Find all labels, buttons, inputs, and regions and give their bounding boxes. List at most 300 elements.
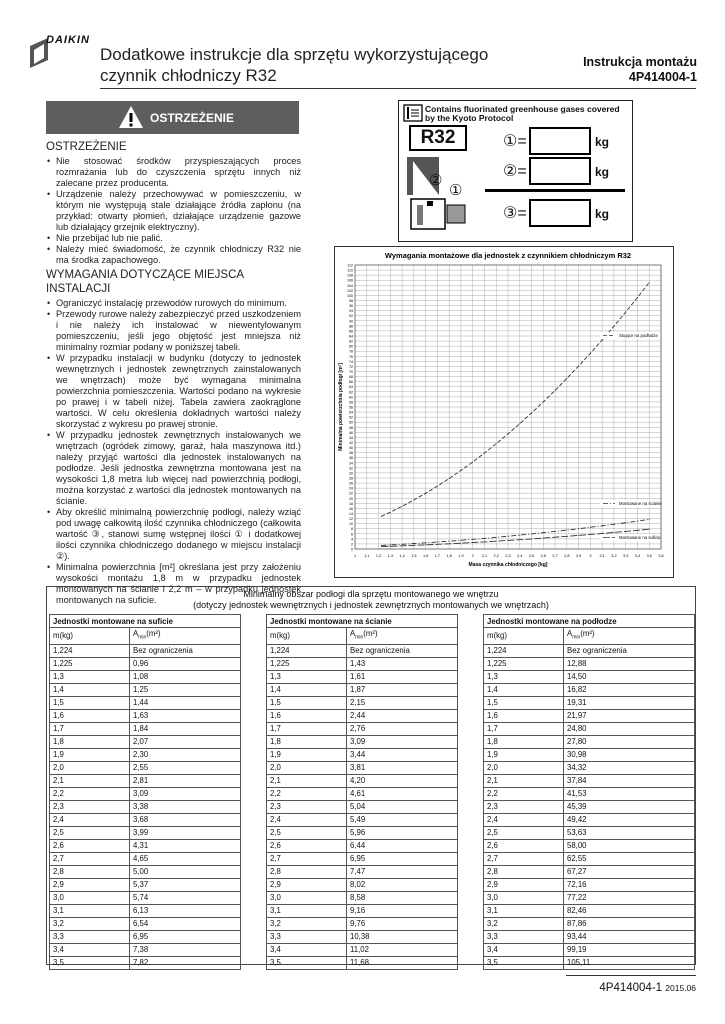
area-symbol: A (350, 629, 356, 638)
data-point (472, 461, 473, 462)
table-row (267, 696, 458, 709)
table-caption (47, 587, 695, 613)
cell-area: 6,95 (130, 930, 241, 943)
cell-area: 2,44 (347, 709, 458, 722)
y-tick-label: 46 (349, 430, 353, 435)
column-header-mass: m(kg) (50, 628, 130, 645)
y-tick-label: 6 (351, 532, 353, 537)
table-title-row (484, 615, 695, 628)
y-tick-label: 12 (349, 517, 353, 522)
cell-mass: 1,5 (267, 696, 347, 709)
cell-mass: 2,7 (50, 852, 130, 865)
data-point (402, 544, 403, 545)
cell-area: 4,61 (347, 787, 458, 800)
y-tick-label: 26 (349, 481, 353, 486)
x-tick-label: 1,5 (411, 554, 417, 558)
table-row (50, 813, 241, 826)
cell-mass: 1,7 (484, 722, 564, 735)
warning-section (46, 136, 301, 266)
data-point (390, 546, 391, 547)
cell-area: 87,86 (564, 917, 695, 930)
column-header-mass: m(kg) (267, 628, 347, 645)
y-tick-label: 52 (349, 415, 353, 420)
x-tick-label: 2,6 (540, 554, 546, 558)
warning-heading: OSTRZEŻENIE (46, 141, 127, 153)
chart-title: Wymagania montażowe dla jednostek z czynnikiem chłodniczym R32 (384, 251, 632, 260)
cell-mass: 2,8 (267, 865, 347, 878)
cell-mass: 3,2 (50, 917, 130, 930)
cell-mass: 2,9 (267, 878, 347, 891)
table-row (50, 709, 241, 722)
fgas-text-line-2: by the Kyoto Protocol (425, 113, 514, 123)
cell-mass: 2,3 (50, 800, 130, 813)
table-row (267, 683, 458, 696)
table-row (484, 826, 695, 839)
requirements-heading: WYMAGANIA DOTYCZĄCE MIEJSCA INSTALACJI (46, 269, 244, 295)
y-tick-label: 48 (349, 425, 353, 430)
y-tick-label: 84 (349, 334, 353, 339)
x-tick-label: 3,4 (634, 554, 641, 558)
x-tick-label: 2,7 (552, 554, 558, 558)
cell-mass: 1,225 (484, 657, 564, 670)
cell-area: 2,76 (347, 722, 458, 735)
data-point (531, 413, 532, 414)
cell-area: Bez ograniczenia (347, 644, 458, 657)
data-point (625, 531, 626, 532)
cell-mass: 2,2 (50, 787, 130, 800)
y-tick-label: 8 (351, 527, 353, 532)
cell-mass: 2,1 (50, 774, 130, 787)
y-tick-label: 38 (349, 451, 353, 456)
cell-area: 14,50 (564, 670, 695, 683)
table-row (267, 761, 458, 774)
x-tick-label: 1,8 (446, 554, 452, 558)
cell-mass: 2,6 (267, 839, 347, 852)
x-tick-label: 2,1 (481, 554, 488, 558)
table-row (50, 826, 241, 839)
cell-area: 3,81 (347, 761, 458, 774)
table-row (267, 930, 458, 943)
doc-type: Instrukcja montażu (583, 55, 697, 69)
cell-mass: 3,0 (50, 891, 130, 904)
cell-mass: 2,9 (50, 878, 130, 891)
data-point (460, 540, 461, 541)
table-row (484, 748, 695, 761)
table-row (267, 748, 458, 761)
cell-mass: 1,224 (267, 644, 347, 657)
data-point (402, 506, 403, 507)
y-tick-label: 102 (347, 288, 353, 293)
cell-mass: 1,8 (50, 735, 130, 748)
data-point (425, 493, 426, 494)
data-point (460, 470, 461, 471)
cell-area: 41,53 (564, 787, 695, 800)
x-axis-label: Masa czynnika chłodniczego [kg] (468, 562, 548, 568)
legend-label: Montowane na suficie (619, 535, 661, 540)
table-row (50, 735, 241, 748)
data-point (449, 541, 450, 542)
data-point (555, 537, 556, 538)
data-point (566, 536, 567, 537)
cell-area: 5,37 (130, 878, 241, 891)
data-point (531, 538, 532, 539)
data-point (613, 524, 614, 525)
data-point (590, 534, 591, 535)
area-subscript: min (572, 634, 581, 641)
requirements-section (46, 264, 301, 606)
data-point (425, 544, 426, 545)
cell-mass: 3,2 (484, 917, 564, 930)
cell-mass: 1,4 (267, 683, 347, 696)
table-row (50, 904, 241, 917)
cell-area: 3,09 (347, 735, 458, 748)
cell-area: 3,99 (130, 826, 241, 839)
data-point (508, 536, 509, 537)
table-block (49, 614, 241, 970)
y-axis-label: Minimalna powierzchnia podłogi [m²] (338, 363, 344, 451)
data-point (637, 297, 638, 298)
table-row (484, 904, 695, 917)
table-caption-line-1: Minimalny obszar podłogi dla sprzętu montowanego we wnętrzu (243, 589, 499, 599)
column-header-area (130, 628, 241, 645)
cell-area: 3,09 (130, 787, 241, 800)
cell-mass: 1,9 (484, 748, 564, 761)
y-tick-label: 88 (349, 324, 353, 329)
y-tick-label: 66 (349, 380, 353, 385)
table-row (484, 930, 695, 943)
legend-label: Stojące na podłodze (619, 333, 658, 338)
data-point (625, 312, 626, 313)
cell-area: 1,63 (130, 709, 241, 722)
column-header-mass: m(kg) (484, 628, 564, 645)
title-line-1: Dodatkowe instrukcje dla sprzętu wykorzystującego (100, 45, 489, 64)
table-header-row (484, 628, 695, 645)
cell-mass: 3,4 (50, 943, 130, 956)
warning-triangle-icon (118, 105, 144, 129)
logo-text: DAIKIN (46, 34, 90, 46)
table-row (50, 748, 241, 761)
cell-area: 1,43 (347, 657, 458, 670)
data-point (413, 543, 414, 544)
cell-mass: 2,1 (267, 774, 347, 787)
fgas-mark-1: ① (449, 182, 463, 199)
data-point (637, 521, 638, 522)
fgas-row-unit: kg (595, 207, 610, 221)
table-row (484, 917, 695, 930)
data-point (543, 532, 544, 533)
x-tick-label: 2,3 (505, 554, 511, 558)
data-point (555, 390, 556, 391)
table-row (50, 657, 241, 670)
cell-mass: 3,5 (484, 956, 564, 969)
data-point (555, 531, 556, 532)
table-row (267, 956, 458, 969)
page-title (100, 44, 520, 86)
x-tick-label: 3,1 (599, 554, 605, 558)
y-tick-label: 2 (351, 542, 353, 547)
y-tick-label: 18 (349, 501, 353, 506)
x-tick-label: 1,9 (458, 554, 464, 558)
table-row (267, 852, 458, 865)
cell-area: 2,15 (347, 696, 458, 709)
y-tick-label: 14 (349, 512, 353, 516)
cell-mass: 1,5 (484, 696, 564, 709)
table-title: Jednostki montowane na ścianie (267, 615, 458, 628)
cell-mass: 1,7 (50, 722, 130, 735)
cell-area: 9,16 (347, 904, 458, 917)
data-point (460, 543, 461, 544)
table-row (50, 839, 241, 852)
cell-area: 30,98 (564, 748, 695, 761)
y-tick-label: 86 (349, 329, 353, 334)
x-tick-label: 1 (353, 554, 357, 558)
y-tick-label: 56 (349, 405, 353, 410)
fgas-row-box[interactable] (529, 127, 591, 155)
y-tick-label: 36 (349, 456, 353, 461)
cell-mass: 2,5 (267, 826, 347, 839)
table-row (50, 852, 241, 865)
y-tick-label: 82 (349, 339, 353, 344)
table-row (267, 735, 458, 748)
cell-mass: 3,3 (267, 930, 347, 943)
list-item: • W przypadku jednostek zewnętrznych instalowanych we wnętrzach (ogródek zimowy, garaż, hala maszynowa itd.) należy przyjąć wartości dla jednostek instalowanych na podłodze. Jeśli jednostka zewnętrzna montowana jest na wysokości 1,8 metra lub więcej nad powierzchnią podłogi, można korzystać z wartości dla jednostek montowanych na ścianie. (46, 430, 301, 507)
area-symbol: A (567, 629, 573, 638)
y-tick-label: 90 (349, 319, 353, 324)
data-point (437, 486, 438, 487)
y-tick-label: 10 (349, 522, 353, 527)
data-point (578, 535, 579, 536)
y-tick-label: 62 (349, 390, 353, 395)
cell-area: 6,13 (130, 904, 241, 917)
cell-area: 34,32 (564, 761, 695, 774)
y-tick-label: 34 (349, 461, 353, 466)
cell-area: 5,49 (347, 813, 458, 826)
fgas-row-mark: ①= (503, 133, 527, 150)
cell-area: Bez ograniczenia (130, 644, 241, 657)
list-item: • W przypadku instalacji w budynku (dotyczy to jednostek wewnętrznych i jednostek zewnętrznych zainstalowanych we wnętrzach) może być wymagana minimalna powierzchnia pomieszczenia. Wartości podano na wykresie po prawej i w tabeli niżej. Tabela zawiera zaokrąglone wartości. W celu określenia dokładnych wartości należy skorzystać z wykresu po prawej stronie. (46, 353, 301, 430)
x-tick-label: 1,1 (364, 554, 370, 558)
data-point (413, 500, 414, 501)
fgas-separator (485, 189, 625, 192)
cell-area: 5,96 (347, 826, 458, 839)
cell-area: 6,44 (347, 839, 458, 852)
x-tick-label: 1,2 (375, 554, 382, 558)
table-row (50, 917, 241, 930)
cylinder-diagram-icon (405, 155, 475, 233)
data-point (496, 541, 497, 542)
cell-area: Bez ograniczenia (564, 644, 695, 657)
table-row (484, 943, 695, 956)
cell-area: 1,08 (130, 670, 241, 683)
table-row (50, 891, 241, 904)
x-tick-label: 1,4 (399, 554, 405, 558)
cell-area: 82,46 (564, 904, 695, 917)
data-point (602, 339, 603, 340)
x-tick-label: 3,3 (623, 554, 629, 558)
fgas-row-box[interactable] (529, 199, 591, 227)
x-tick-label: 3,5 (646, 554, 652, 558)
footer-doc-number: 4P414004-1 (599, 982, 663, 994)
table-row (484, 865, 695, 878)
y-tick-label: 24 (349, 486, 353, 491)
y-tick-label: 40 (349, 446, 353, 451)
cell-area: 4,20 (347, 774, 458, 787)
cell-area: 1,87 (347, 683, 458, 696)
table-caption-line-2: (dotyczy jednostek wewnętrznych i jednostek zewnętrznych montowanych we wnętrzach) (193, 600, 549, 610)
cell-area: 93,44 (564, 930, 695, 943)
cell-mass: 3,0 (484, 891, 564, 904)
table-row (484, 657, 695, 670)
cell-mass: 1,3 (267, 670, 347, 683)
cell-area: 4,65 (130, 852, 241, 865)
table-row (50, 943, 241, 956)
table-row (50, 683, 241, 696)
data-point (508, 540, 509, 541)
data-point (531, 533, 532, 534)
cell-mass: 2,9 (484, 878, 564, 891)
cell-area: 1,84 (130, 722, 241, 735)
table-row (484, 774, 695, 787)
y-tick-label: 112 (347, 263, 353, 268)
x-tick-label: 2,4 (517, 554, 523, 558)
cell-area: 49,42 (564, 813, 695, 826)
area-unit: (m²) (363, 629, 378, 638)
cell-area: 5,74 (130, 891, 241, 904)
table-header-row (50, 628, 241, 645)
cell-mass: 1,224 (484, 644, 564, 657)
doc-number: 4P414004-1 (628, 70, 697, 84)
table-row (50, 865, 241, 878)
data-point (578, 528, 579, 529)
data-point (578, 366, 579, 367)
data-point (566, 530, 567, 531)
cell-mass: 2,6 (484, 839, 564, 852)
table-row (50, 787, 241, 800)
doc-header-meta (583, 55, 697, 85)
y-tick-label: 96 (349, 304, 353, 309)
data-point (381, 545, 382, 546)
cell-area: 2,81 (130, 774, 241, 787)
y-tick-label: 92 (349, 314, 353, 319)
refrigerant-badge: R32 (409, 125, 467, 151)
table-row (484, 787, 695, 800)
fgas-row-unit: kg (595, 135, 610, 149)
data-point (649, 519, 650, 520)
table-row (50, 696, 241, 709)
area-unit: (m²) (580, 629, 595, 638)
cell-mass: 1,7 (267, 722, 347, 735)
cell-mass: 2,0 (484, 761, 564, 774)
series-line (382, 519, 650, 545)
data-point (449, 478, 450, 479)
cell-mass: 1,224 (50, 644, 130, 657)
table-row (484, 800, 695, 813)
cell-mass: 1,225 (50, 657, 130, 670)
fgas-row-box[interactable] (529, 157, 591, 185)
cell-mass: 1,225 (267, 657, 347, 670)
cell-area: 1,25 (130, 683, 241, 696)
table-row (484, 839, 695, 852)
cell-mass: 2,7 (267, 852, 347, 865)
cell-mass: 3,1 (484, 904, 564, 917)
cell-mass: 1,3 (484, 670, 564, 683)
x-tick-label: 1,6 (422, 554, 429, 558)
cell-mass: 2,3 (484, 800, 564, 813)
footer-divider (566, 975, 696, 976)
y-tick-label: 50 (349, 420, 353, 425)
cell-area: 7,38 (130, 943, 241, 956)
list-item: • Nie przebijać lub nie palić. (46, 233, 301, 244)
data-point (484, 453, 485, 454)
y-tick-label: 42 (349, 441, 353, 445)
data-point (602, 533, 603, 534)
table-row (267, 813, 458, 826)
table-block (266, 614, 458, 970)
cell-mass: 1,3 (50, 670, 130, 683)
area-subscript: min (138, 634, 147, 641)
y-tick-label: 44 (349, 435, 353, 440)
cell-area: 7,82 (130, 956, 241, 969)
data-point (543, 538, 544, 539)
cell-mass: 2,0 (267, 761, 347, 774)
data-point (381, 516, 382, 517)
table-row (484, 878, 695, 891)
data-point (613, 326, 614, 327)
list-item: • Należy mieć świadomość, że czynnik chłodniczy R32 nie ma środka zapachowego. (46, 244, 301, 266)
y-tick-label: 70 (349, 370, 353, 374)
data-point (381, 546, 382, 547)
data-point (649, 282, 650, 283)
fgas-mark-2: ② (429, 172, 443, 189)
data-point (613, 532, 614, 533)
data-point (566, 378, 567, 379)
cell-area: 4,31 (130, 839, 241, 852)
table-row (484, 891, 695, 904)
y-tick-label: 58 (349, 400, 353, 405)
data-point (413, 545, 414, 546)
cell-area: 3,38 (130, 800, 241, 813)
cell-area: 72,16 (564, 878, 695, 891)
y-tick-label: 28 (349, 476, 353, 481)
y-tick-label: 78 (349, 349, 353, 354)
x-tick-label: 3,6 (658, 554, 664, 558)
cell-mass: 2,2 (267, 787, 347, 800)
cell-area: 8,58 (347, 891, 458, 904)
data-point (472, 542, 473, 543)
x-tick-label: 1,7 (434, 554, 441, 558)
cell-area: 45,39 (564, 800, 695, 813)
table-block (483, 614, 695, 970)
x-tick-label: 2,5 (528, 554, 535, 558)
y-tick-label: 80 (349, 344, 353, 349)
cell-area: 62,55 (564, 852, 695, 865)
table-row (484, 696, 695, 709)
list-item: • Przewody rurowe należy zabezpieczyć przed uszkodzeniem i nie należy ich instalować w niewentylowanym pomieszczeniu, jeśli jego objętość jest mniejsza niż minimalny rozmiar podany w poniższej tabeli. (46, 309, 301, 353)
cell-mass: 2,7 (484, 852, 564, 865)
data-point (449, 543, 450, 544)
data-point (590, 353, 591, 354)
cell-area: 6,95 (347, 852, 458, 865)
cell-mass: 3,3 (50, 930, 130, 943)
table-row (50, 878, 241, 891)
cell-area: 21,97 (564, 709, 695, 722)
y-tick-label: 76 (349, 354, 353, 359)
cell-mass: 1,9 (267, 748, 347, 761)
fgas-text-line-1: Contains fluorinated greenhouse gases covered (425, 104, 620, 114)
y-tick-label: 100 (347, 293, 353, 298)
cell-area: 99,19 (564, 943, 695, 956)
data-point (519, 535, 520, 536)
